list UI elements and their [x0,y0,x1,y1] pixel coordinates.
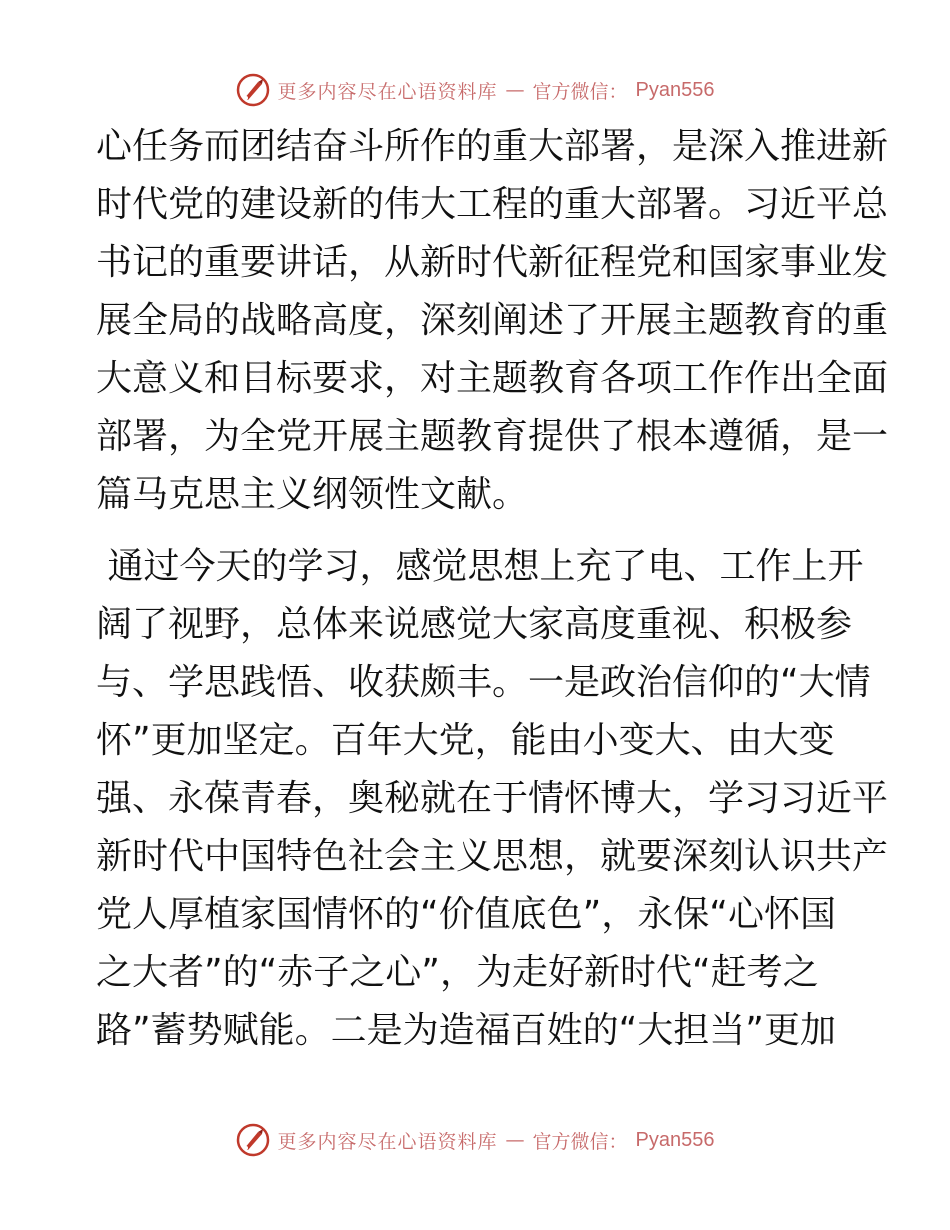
header-watermark [0,70,950,110]
text-line: 大意义和目标要求，对主题教育各项工作作出全面 [96,358,889,399]
document-body [96,118,889,1060]
text-line: 与、学思践悟、收获颇丰。一是政治信仰的“大情 [96,662,871,703]
text-line: 之大者”的“赤子之心”，为走好新时代“赶考之 [96,952,819,993]
text-line: 篇马克思主义纲领性文献。 [96,474,529,515]
paragraph-1 [96,118,889,524]
text-line: 路”蓄势赋能。二是为造福百姓的“大担当”更加 [96,1010,836,1051]
text-line: 阔了视野，总体来说感觉大家高度重视、积极参 [96,604,853,645]
text-line: 部署，为全党开展主题教育提供了根本遵循，是一 [96,416,889,457]
text-line: 强、永葆青春，奥秘就在于情怀博大，学习习近平 [96,778,889,819]
quill-logo-icon [236,1123,270,1157]
text-line: 新时代中国特色社会主义思想，就要深刻认识共产 [96,836,889,877]
paragraph-gap [96,524,856,538]
text-line: 通过今天的学习，感觉思想上充了电、工作上开 [96,546,864,587]
quill-logo-icon [236,73,270,107]
text-line: 党人厚植家国情怀的“价值底色”，永保“心怀国 [96,894,836,935]
text-line: 展全局的战略高度，深刻阐述了开展主题教育的重 [96,300,889,341]
text-line: 时代党的建设新的伟大工程的重大部署。习近平总 [96,184,889,225]
footer-watermark [0,1120,950,1160]
watermark-separator: — [505,79,525,101]
watermark-text: 更多内容尽在心语资料库 [277,80,498,103]
watermark-separator: — [505,1129,525,1151]
watermark-id: Pyan556 [635,1128,715,1151]
watermark-label: 官方微信： [532,80,628,103]
watermark-text: 更多内容尽在心语资料库 [277,1130,498,1153]
text-line: 心任务而团结奋斗所作的重大部署，是深入推进新 [96,126,889,167]
watermark-label: 官方微信： [532,1130,628,1153]
watermark-id: Pyan556 [635,78,715,101]
text-line: 书记的重要讲话，从新时代新征程党和国家事业发 [96,242,889,283]
paragraph-2 [96,538,889,1060]
text-line: 怀”更加坚定。百年大党，能由小变大、由大变 [96,720,835,761]
